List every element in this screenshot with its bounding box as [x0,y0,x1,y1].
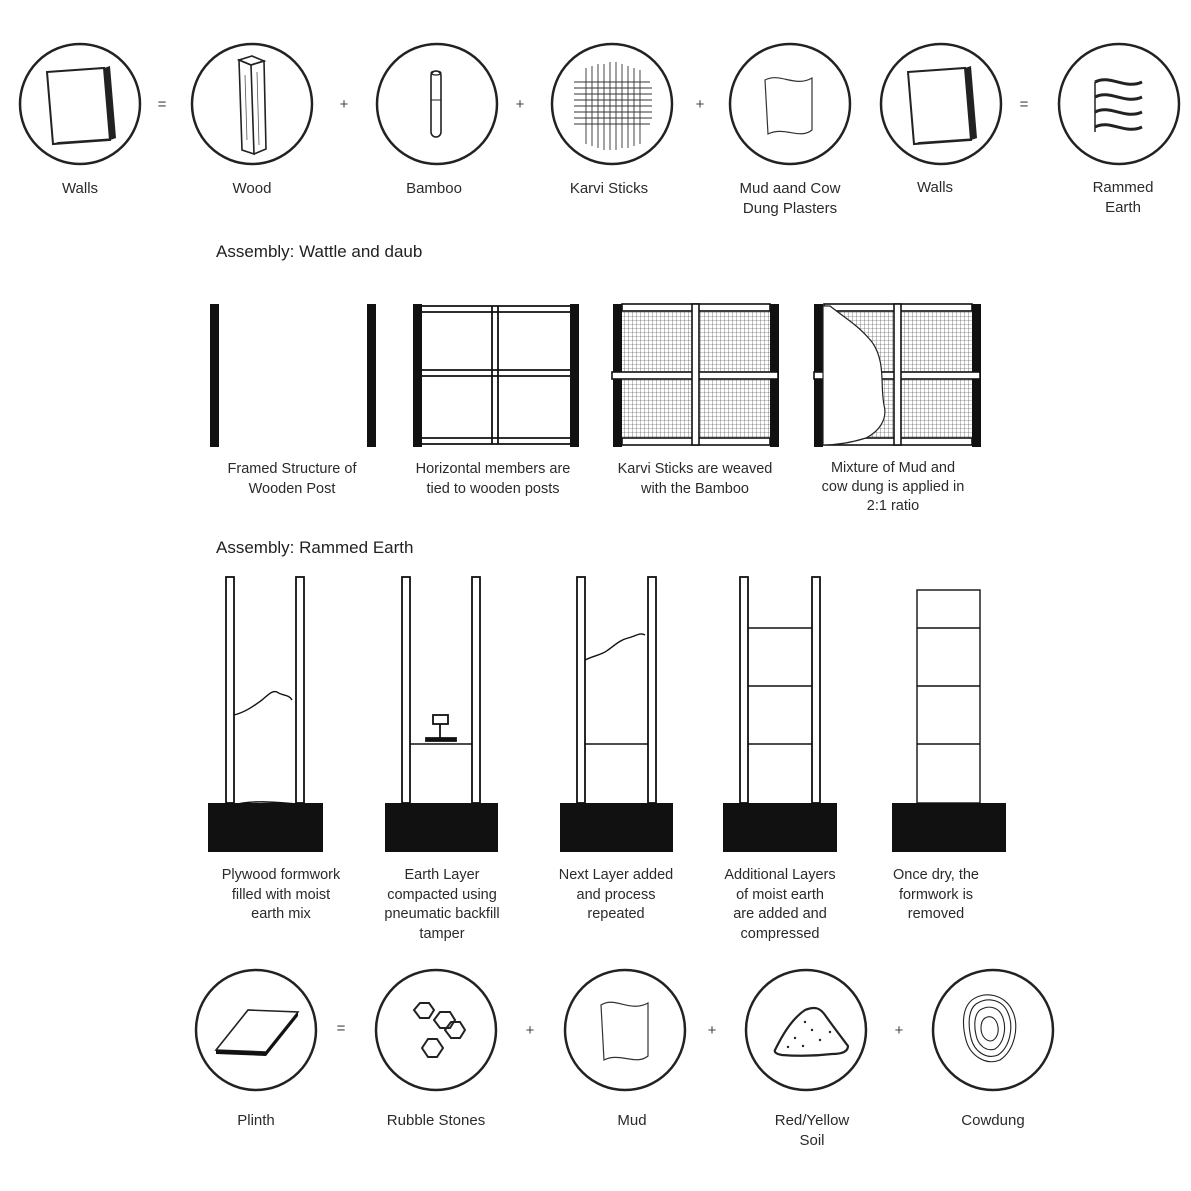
top-label-walls-2: Walls [916,179,954,196]
top-label-bamboo: Bamboo [406,180,462,197]
bottom-label-mud: Mud [617,1112,647,1129]
bottom-label-cowdung: Cowdung [961,1112,1025,1129]
wattle-step-1 [210,304,376,447]
rammed-step-4-label: Additional Layers of moist earth are added and compressed [724,867,836,942]
bottom-operator-4: + [894,1022,904,1039]
soil-heap-icon [775,1008,848,1056]
wattle-heading: Assembly: Wattle and daub [216,242,423,261]
wattle-step-4-label: Mixture of Mud and cow dung is applied in 2:1 ratio [821,460,965,514]
top-operator-5: = [1019,96,1029,113]
wattle-step-3-label: Karvi Sticks are weaved with the Bamboo [617,461,773,497]
rammed-heading: Assembly: Rammed Earth [216,538,414,557]
mud-sheet-icon [601,1002,648,1060]
rammed-step-5-label: Once dry, the formwork is removed [893,867,979,922]
bottom-label-plinth: Plinth [237,1112,275,1129]
rammed-step-3-label: Next Layer added and process repeated [558,867,674,922]
top-label-walls-1: Walls [61,180,99,197]
bottom-operator-1: = [336,1020,346,1037]
top-operator-2: + [339,96,349,113]
rammed-step-2-label: Earth Layer compacted using pneumatic backfill tamper [384,867,500,942]
top-icon-plaster [730,44,850,164]
bottom-operator-3: + [707,1022,717,1039]
top-label-rammed: Rammed Earth [1092,179,1154,216]
cowdung-icon [964,995,1016,1062]
plinth-slab-icon [216,1010,298,1056]
plaster-sheet-icon [765,78,812,134]
bottom-icon-soil [746,970,866,1090]
rammed-step-5 [892,590,1006,852]
top-operator-4: + [695,96,705,113]
rammed-step-3 [560,577,673,852]
bamboo-pole-icon [431,71,441,137]
top-operator-3: + [515,96,525,113]
tamper-icon [426,715,456,741]
top-operator-1: = [157,96,167,113]
rammed-step-4 [723,577,837,852]
bottom-operator-2: + [525,1022,535,1039]
top-icon-walls-2 [881,44,1001,164]
wattle-step-2 [413,304,579,447]
top-icon-walls-1 [20,44,140,164]
top-icon-bamboo [377,44,497,164]
wattle-step-3 [612,304,779,447]
wall-panel-icon [908,66,977,144]
bottom-icon-rubble [376,970,496,1090]
rubble-stones-icon [414,1003,465,1057]
wall-panel-icon [47,66,116,144]
top-icon-karvi [552,44,672,164]
top-icon-wood [192,44,312,164]
wattle-step-1-label: Framed Structure of Wooden Post [227,461,357,497]
top-icon-rammed [1059,44,1179,164]
rammed-layers-icon [1095,80,1142,132]
bottom-label-soil: Red/Yellow Soil [774,1112,850,1149]
bottom-icon-cowdung [933,970,1053,1090]
wattle-step-2-label: Horizontal members are tied to wooden posts [415,461,571,497]
wattle-step-4 [814,304,981,447]
bottom-label-rubble: Rubble Stones [386,1112,486,1129]
karvi-grid-icon [574,62,652,150]
rammed-step-2 [385,577,498,852]
rammed-step-1-label: Plywood formwork filled with moist earth mix [221,867,341,922]
top-label-plaster: Mud aand Cow Dung Plasters [739,180,841,217]
bottom-icon-mud [565,970,685,1090]
rammed-step-1 [208,577,323,852]
bottom-icon-plinth [196,970,316,1090]
wood-beam-icon [239,56,266,154]
top-label-wood: Wood [232,180,272,197]
top-label-karvi: Karvi Sticks [569,180,649,197]
